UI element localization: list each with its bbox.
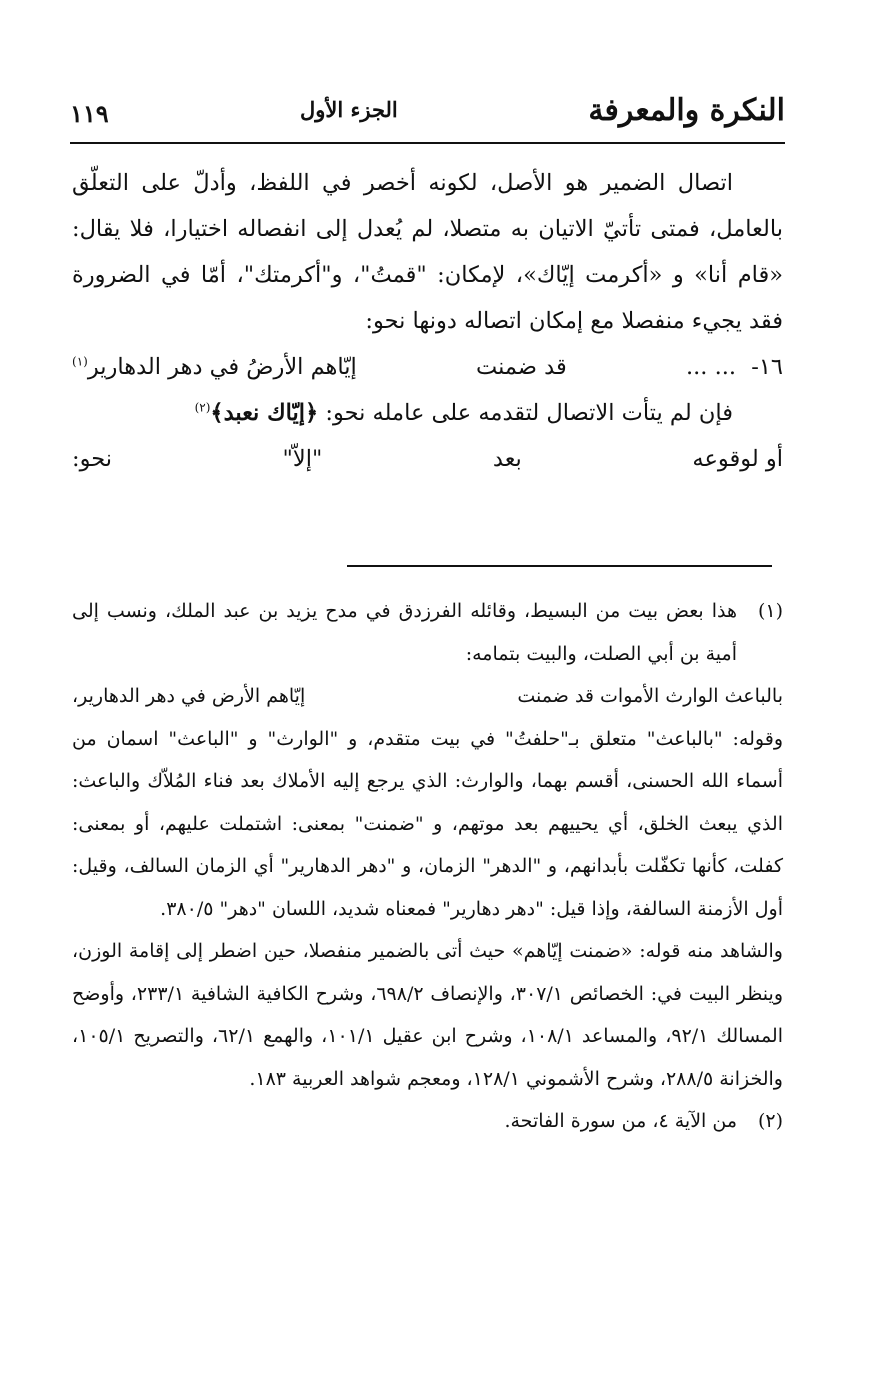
paragraph-2 xyxy=(72,390,783,436)
paragraph-2-lead: فإن لم يتأت الاتصال لتقدمه على عامله نحو: xyxy=(325,400,733,426)
footnote-2 xyxy=(72,1100,783,1143)
part-label: الجزء الأول xyxy=(300,97,398,122)
paragraph-3-word-2: بعد xyxy=(492,446,522,472)
footnote-separator xyxy=(347,565,772,567)
running-header xyxy=(70,84,785,128)
footnote-verse-first-hemistich: بالباعث الوارث الأموات قد ضمنت xyxy=(517,685,783,707)
footnote-verse-second-hemistich: إيّاهم الأرض في دهر الدهارير، xyxy=(72,685,306,707)
footnote-body xyxy=(72,1100,737,1143)
main-text xyxy=(72,160,783,482)
poetry-verse xyxy=(72,344,783,390)
verse-hemistich-1: قد ضمنت xyxy=(476,354,567,380)
footnote-intro: هذا بعض بيت من البسيط، وقائله الفرزدق في مدح يزيد بن عبد الملك، ونسب إلى أمية بن أبي الصلت، والبيت بتمامه: xyxy=(72,600,737,665)
paragraph-3-word-1: أو لوقوعه xyxy=(692,446,783,472)
footnote-sources: والشاهد منه قوله: «ضمنت إيّاهم» حيث أتى بالضمير منفصلا، حين اضطر إلى إقامة الوزن، وينظر البيت في: الخصائص ٣٠٧/١، والإنصاف ٦٩٨/٢، وشرح الكافية الشافية ٢٣٣/١، وأوضح المسالك ٩٢/١، والمساعد ١٠٨/١، وشرح ابن عقيل ١٠١/١، والهمع ٦٢/١، والتصريح ١٠٥/١، والخزانة ٢٨٨/٥، وشرح الأشموني ١٢٨/١، ومعجم شواهد العربية ١٨٣. xyxy=(72,940,783,1090)
footnote-body xyxy=(72,590,737,675)
footnote-text: من الآية ٤، من سورة الفاتحة. xyxy=(504,1110,737,1132)
chapter-title: النكرة والمعرفة xyxy=(588,93,785,128)
paragraph-3 xyxy=(72,436,783,482)
footnote-number: (٢) xyxy=(757,1110,783,1132)
footnotes xyxy=(72,590,783,1143)
footnote-verse xyxy=(72,675,783,718)
paragraph-3-word-4: نحو: xyxy=(72,446,112,472)
verse-second-part xyxy=(72,344,357,390)
paragraph-1: اتصال الضمير هو الأصل، لكونه أخصر في اللفظ، وأدلّ على التعلّق بالعامل، فمتى تأتيّ الاتيان به متصلا، لم يُعدل إلى انفصاله اختيارا، فلا يقال: «قام أنا» و «أكرمت إيّاك»، لإمكان: "قمتُ"، و"أكرمتك"، أمّا في الضرورة فقد يجيء منفصلا مع إمكان اتصاله دونها نحو: xyxy=(72,170,783,334)
footnote-1 xyxy=(72,590,783,675)
header-rule xyxy=(70,142,785,144)
footnote-commentary: وقوله: "بالباعث" متعلق بـ"حلفتُ" في بيت متقدم، و "الوارث" و "الباعث" اسمان من أسماء الله الحسنى، أقسم بهما، والوارث: الذي يرجع إليه الأملاك بعد فناء المُلاّك والباعث: الذي يبعث الخلق، أي يحييهم بعد موتهم، و "ضمنت" بمعنى: اشتملت عليهم، أو بمعنى: كفلت، كأنها تكفّلت بأبدانهم، و "الدهر" الزمان، و "دهر الدهارير" أي الزمان السالف، وقيل: أول الأزمنة السالفة، وإذا قيل: "دهر دهارير" فمعناه شديد، اللسان "دهر" ٣٨٠/٥. xyxy=(72,727,783,920)
verse-first-part xyxy=(686,344,783,390)
paragraph-3-word-3: "إلاّ" xyxy=(282,446,323,472)
footnote-number: (١) xyxy=(757,600,783,622)
quran-quote: ﴿إيّاك نعبد﴾ xyxy=(210,400,319,426)
page-number: ١١٩ xyxy=(70,99,109,128)
verse-hemistich-2: إيّاهم الأرضُ في دهر الدهارير xyxy=(87,354,357,380)
verse-ellipsis: ... ... xyxy=(685,354,737,380)
footnote-ref-2[interactable]: (٢) xyxy=(194,400,211,415)
verse-number: ١٦- xyxy=(751,354,783,380)
footnote-ref-1[interactable]: (١) xyxy=(72,354,88,369)
